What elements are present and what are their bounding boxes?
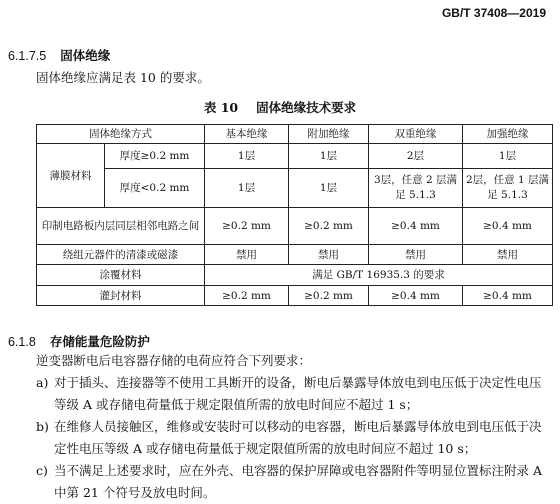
table-cell: ≥0.4 mm	[463, 286, 553, 306]
table-row	[37, 265, 553, 286]
table-cell: ≥0.4 mm	[463, 208, 553, 245]
section-title: 存储能量危险防护	[49, 334, 150, 349]
section-heading-stored-energy	[8, 332, 150, 350]
list-item	[36, 460, 552, 504]
requirements-list	[36, 350, 552, 504]
table-row	[37, 169, 553, 208]
table-cell: ≥0.2 mm	[289, 208, 369, 245]
section-number: 6.1.7.5	[8, 49, 47, 63]
table-cell: 1层	[205, 169, 289, 208]
merged-cell: 满足 GB/T 16935.3 的要求	[205, 265, 553, 286]
table-cell: 2层，任意 1 层满足 5.1.3	[463, 169, 553, 208]
sub-row-label: 厚度<0.2 mm	[105, 169, 205, 208]
sub-row-label: 厚度≥0.2 mm	[105, 144, 205, 169]
table-row	[37, 286, 553, 306]
table-cell: 1层	[205, 144, 289, 169]
section-number: 6.1.8	[8, 335, 36, 349]
table-cell: 禁用	[369, 245, 463, 265]
list-item-text: 对于插头、连接器等不使用工具断开的设备，断电后暴露导体放电到电压低于决定性电压等级 A 或存储电荷量低于规定限值所需的放电时间应不超过 1 s；	[54, 375, 542, 412]
table-caption-number: 表 10	[203, 100, 239, 115]
list-marker: c)	[36, 463, 48, 478]
table-caption-title: 固体绝缘技术要求	[256, 100, 357, 115]
table-cell: ≥0.4 mm	[369, 208, 463, 245]
row-label: 灌封材料	[37, 286, 205, 306]
table-row	[37, 245, 553, 265]
table-caption	[0, 98, 560, 116]
section-heading-solid-insulation	[8, 46, 110, 64]
table-cell: 禁用	[205, 245, 289, 265]
list-item-text: 在维修人员接触区，维修或安装时可以移动的电容器，断电后暴露导体放电到电压低于决定性电压等级 A 或存储电荷量低于规定限值所需的放电时间应不超过 10 s；	[54, 419, 542, 456]
list-marker: a)	[36, 375, 49, 390]
header-cell: 附加绝缘	[289, 125, 369, 144]
table-cell: ≥0.4 mm	[369, 286, 463, 306]
table-cell: 1层	[463, 144, 553, 169]
row-label: 印制电路板内层同层相邻电路之间	[37, 208, 205, 245]
list-item-text: 当不满足上述要求时，应在外壳、电容器的保护屏障或电容器附件等明显位置标注附录 A 中第 21 个符号及放电时间。	[54, 463, 543, 500]
table-cell: ≥0.2 mm	[289, 286, 369, 306]
list-item	[36, 416, 552, 460]
table-header-row	[37, 125, 553, 144]
table-row	[37, 144, 553, 169]
table-cell: 3层，任意 2 层满足 5.1.3	[369, 169, 463, 208]
standard-number: GB/T 37408—2019	[441, 6, 546, 20]
section-intro: 固体绝缘应满足表 10 的要求。	[36, 70, 210, 85]
table-cell: 1层	[289, 144, 369, 169]
table-cell: ≥0.2 mm	[205, 286, 289, 306]
row-label: 涂覆材料	[37, 265, 205, 286]
header-cell: 双重绝缘	[369, 125, 463, 144]
row-label: 薄膜材料	[37, 144, 105, 208]
list-item	[36, 372, 552, 416]
row-label: 绕组元器件的清漆或磁漆	[37, 245, 205, 265]
section-title: 固体绝缘	[60, 48, 111, 63]
table-cell: 禁用	[463, 245, 553, 265]
table-cell: 2层	[369, 144, 463, 169]
table-cell: 1层	[289, 169, 369, 208]
list-marker: b)	[36, 419, 49, 434]
table-row	[37, 208, 553, 245]
header-cell: 固体绝缘方式	[37, 125, 205, 144]
table-cell: 禁用	[289, 245, 369, 265]
header-cell: 基本绝缘	[205, 125, 289, 144]
header-cell: 加强绝缘	[463, 125, 553, 144]
list-intro: 逆变器断电后电容器存储的电荷应符合下列要求：	[36, 353, 312, 368]
table-cell: ≥0.2 mm	[205, 208, 289, 245]
solid-insulation-table	[36, 124, 553, 306]
